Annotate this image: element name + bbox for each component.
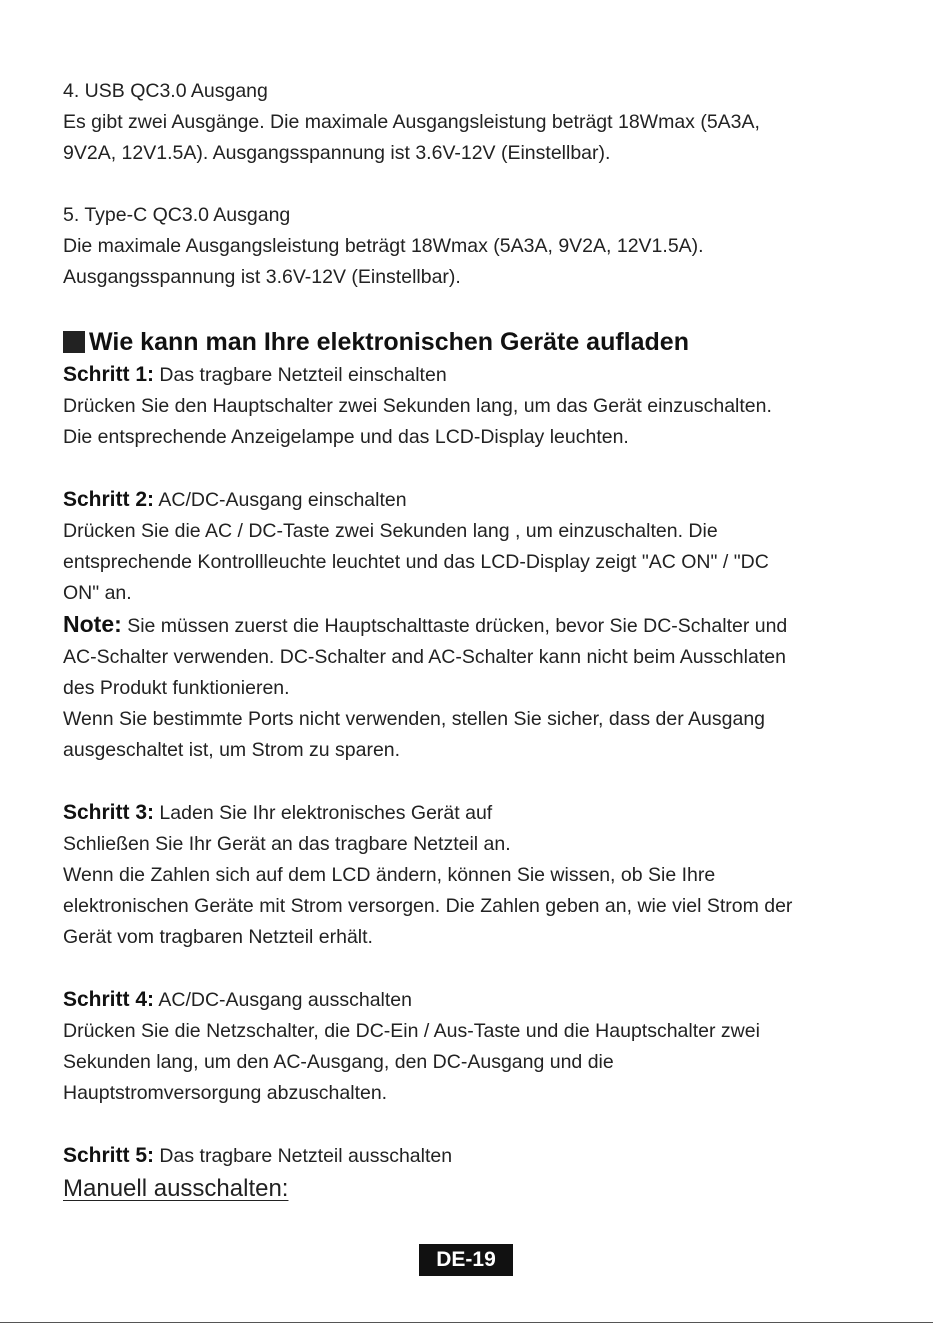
spacer (63, 1109, 878, 1140)
square-bullet-icon (63, 331, 85, 353)
section-5-line-1: Die maximale Ausgangsleistung beträgt 18Wmax (5A3A, 9V2A, 12V1.5A). (63, 235, 704, 257)
section-heading-text: Wie kann man Ihre elektronischen Geräte aufladen (89, 328, 689, 356)
step-2-line-2: entsprechende Kontrollleuchte leuchtet und das LCD-Display zeigt "AC ON" / "DC (63, 551, 769, 573)
step-2-title-text: AC/DC-Ausgang einschalten (154, 489, 407, 511)
step-5-label: Schritt 5: (63, 1144, 155, 1167)
step-3-line-1: Schließen Sie Ihr Gerät an das tragbare Netzteil an. (63, 833, 511, 855)
note-label: Note: (63, 611, 122, 637)
step-4-label: Schritt 4: (63, 988, 155, 1011)
section-4-line-2: 9V2A, 12V1.5A). Ausgangsspannung ist 3.6V-12V (Einstellbar). (63, 142, 611, 164)
step-4-title (63, 984, 878, 1016)
page-number-badge: DE-19 (419, 1244, 513, 1276)
note-line-1: AC-Schalter verwenden. DC-Schalter and AC-Schalter kann nicht beim Ausschlaten (63, 646, 786, 668)
step-5-title (63, 1140, 878, 1172)
step-1-title-text: Das tragbare Netzteil einschalten (154, 364, 447, 386)
section-4-title: 4. USB QC3.0 Ausgang (63, 80, 268, 102)
section-5-title: 5. Type-C QC3.0 Ausgang (63, 204, 291, 226)
step-3-label: Schritt 3: (63, 801, 155, 824)
step-1-title (63, 359, 878, 391)
note-first-line (63, 609, 878, 642)
step-3-title-text: Laden Sie Ihr elektronisches Gerät auf (154, 802, 493, 824)
note-first-text: Sie müssen zuerst die Hauptschalttaste drücken, bevor Sie DC-Schalter und (121, 615, 788, 637)
bottom-divider (0, 1322, 933, 1323)
step-3-line-2: Wenn die Zahlen sich auf dem LCD ändern, können Sie wissen, ob Sie Ihre (63, 864, 716, 886)
step-5-title-text: Das tragbare Netzteil ausschalten (154, 1145, 453, 1167)
step-1-line-2: Die entsprechende Anzeigelampe und das LCD-Display leuchten. (63, 426, 629, 448)
step-3-line-3: elektronischen Geräte mit Strom versorgen. Die Zahlen geben an, wie viel Strom der (63, 895, 793, 917)
spacer (63, 953, 878, 984)
step-4-line-3: Hauptstromversorgung abzuschalten. (63, 1082, 388, 1104)
step-2-title (63, 484, 878, 516)
spacer (63, 169, 878, 200)
step-4-line-1: Drücken Sie die Netzschalter, die DC-Ein / Aus-Taste und die Hauptschalter zwei (63, 1020, 760, 1042)
step-2-label: Schritt 2: (63, 488, 155, 511)
step-3-title (63, 797, 878, 829)
note-line-3: Wenn Sie bestimmte Ports nicht verwenden, stellen Sie sicher, dass der Ausgang (63, 708, 766, 730)
section-5-line-2: Ausgangsspannung ist 3.6V-12V (Einstellbar). (63, 266, 461, 288)
step-1-label: Schritt 1: (63, 363, 155, 386)
spacer (63, 453, 878, 484)
section-heading (63, 325, 878, 359)
spacer (63, 293, 878, 324)
note-line-2: des Produkt funktionieren. (63, 677, 290, 699)
step-3-line-4: Gerät vom tragbaren Netzteil erhält. (63, 926, 373, 948)
step-1-line-1: Drücken Sie den Hauptschalter zwei Sekunden lang, um das Gerät einzuschalten. (63, 395, 772, 417)
step-2-line-1: Drücken Sie die AC / DC-Taste zwei Sekunden lang , um einzuschalten. Die (63, 520, 718, 542)
section-4-line-1: Es gibt zwei Ausgänge. Die maximale Ausgangsleistung beträgt 18Wmax (5A3A, (63, 111, 760, 133)
manual-off-subheading: Manuell ausschalten: (63, 1175, 289, 1202)
document-body (63, 76, 878, 1206)
note-line-4: ausgeschaltet ist, um Strom zu sparen. (63, 739, 401, 761)
step-4-title-text: AC/DC-Ausgang ausschalten (154, 989, 412, 1011)
spacer (63, 766, 878, 797)
step-4-line-2: Sekunden lang, um den AC-Ausgang, den DC-Ausgang und die (63, 1051, 614, 1073)
step-2-line-3: ON" an. (63, 582, 132, 604)
